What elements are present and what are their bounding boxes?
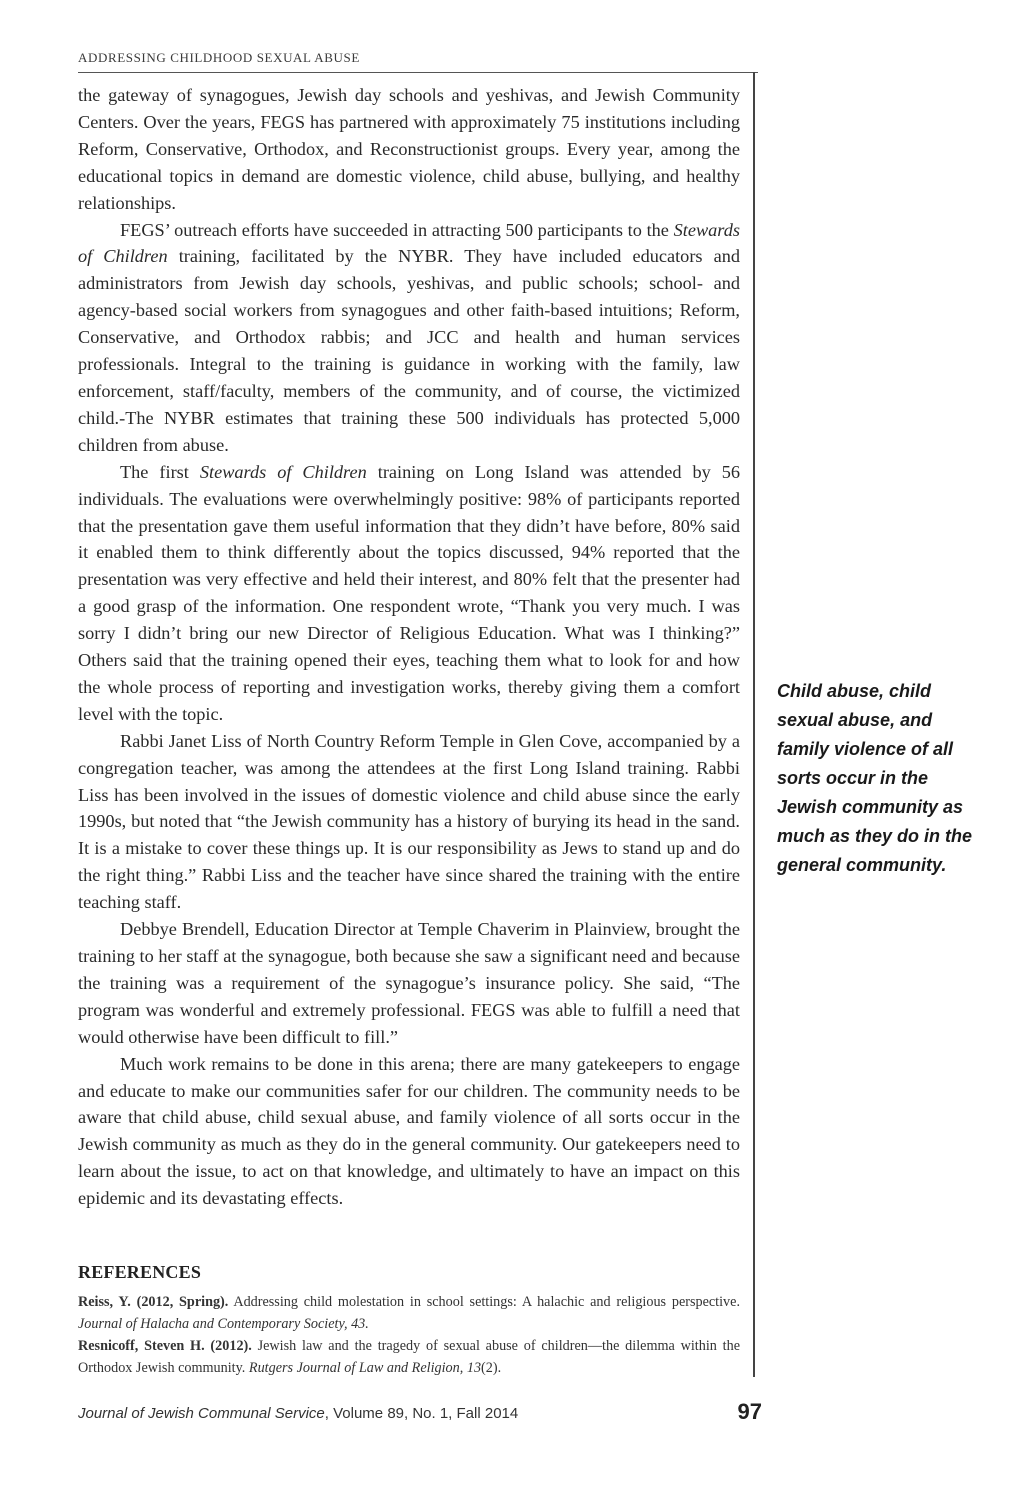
page-number: 97 [737, 1399, 762, 1424]
paragraph: FEGS’ outreach efforts have succeeded in attracting 500 participants to the Stewards of Children training, facilitated by the NYBR. They have included educators and administrators from Jewish day schools, yeshivas, and public schools; school- and agency-based social workers from synagogues and other faith-based intuitions; Reform, Conservative, and Orthodox rabbis; and JCC and health and human services professionals. Integral to the training is guidance in working with the family, law enforcement, staff/faculty, members of the community, and of course, the victimized child.-The NYBR estimates that training these 500 individuals has protected 5,000 children from abuse. [78, 219, 740, 455]
reference-entry: Resnicoff, Steven H. (2012). Jewish law and the tragedy of sexual abuse of children—the dilemma within the Orthodox Jewish community. Rutgers Journal of Law and Religion, 13(2). [78, 1338, 740, 1376]
header-rule [78, 72, 758, 73]
pull-quote: Child abuse, child sexual abuse, and family violence of all sorts occur in the Jewish community as much as they do in the general community. [777, 681, 973, 875]
emphasis: Stewards of Children [199, 461, 367, 482]
paragraph: Rabbi Janet Liss of North Country Reform Temple in Glen Cove, accompanied by a congregation teacher, was among the attendees at the first Long Island training. Rabbi Liss has been involved in the issues of domestic violence and child abuse since the early 1990s, but noted that “the Jewish community has a history of burying its head in the sand. It is a mistake to cover these things up. It is our responsibility as Jews to stand up and do the right thing.” Rabbi Liss and the teacher have since shared the training with the entire teaching staff. [78, 730, 740, 913]
paragraph: Debbye Brendell, Education Director at Temple Chaverim in Plainview, brought the training to her staff at the synagogue, both because she saw a significant need and because the training was a requirement of the synagogue’s insurance policy. She said, “The program was wonderful and extremely professional. FEGS was able to fulfill a need that would otherwise have been difficult to fill.” [78, 919, 740, 1047]
references-heading: REFERENCES [78, 1262, 202, 1282]
page-footer [78, 1399, 762, 1435]
journal-citation: Journal of Jewish Communal Service, Volume 89, No. 1, Fall 2014 [78, 1405, 519, 1422]
reference-entry: Reiss, Y. (2012, Spring). Addressing child molestation in school settings: A halachic and religious perspective. Journal of Halacha and Contemporary Society, 43. [78, 1294, 740, 1332]
paragraph: Much work remains to be done in this arena; there are many gatekeepers to engage and educate to make our communities safer for our children. The community needs to be aware that child abuse, child sexual abuse, and family violence of all sorts occur in the Jewish community as much as they do in the general community. Our gatekeepers need to learn about the issue, to act on that knowledge, and ultimately to have an impact on this epidemic and its devastating effects. [78, 1053, 740, 1209]
paragraph: The first Stewards of Children training on Long Island was attended by 56 individuals. The evaluations were overwhelmingly positive: 98% of participants reported that the presentation gave them useful information that they didn’t have before, 80% said it enabled them to think differently about the topics discussed, 94% reported that the presentation was very effective and held their interest, and 80% felt that the presenter had a good grasp of the information. One respondent wrote, “Thank you very much. I was sorry I didn’t bring our new Director of Religious Education. What was I thinking?” Others said that the training opened their eyes, teaching them what to look for and how the whole process of reporting and investigation works, thereby giving them a comfort level with the topic. [78, 461, 741, 724]
paragraph: the gateway of synagogues, Jewish day schools and yeshivas, and Jewish Community Centers. Over the years, FEGS has partnered with approximately 75 institutions including Reform, Conservative, Orthodox, and Reconstructionist groups. Every year, among the educational topics in demand are domestic violence, child abuse, bullying, and healthy relationships. [78, 85, 740, 213]
main-text [78, 82, 740, 1212]
column-rule [753, 72, 755, 1377]
references-section [78, 1262, 740, 1379]
emphasis: Stewards of Children [78, 219, 740, 267]
running-head: ADDRESSING CHILDHOOD SEXUAL ABUSE [78, 50, 360, 65]
